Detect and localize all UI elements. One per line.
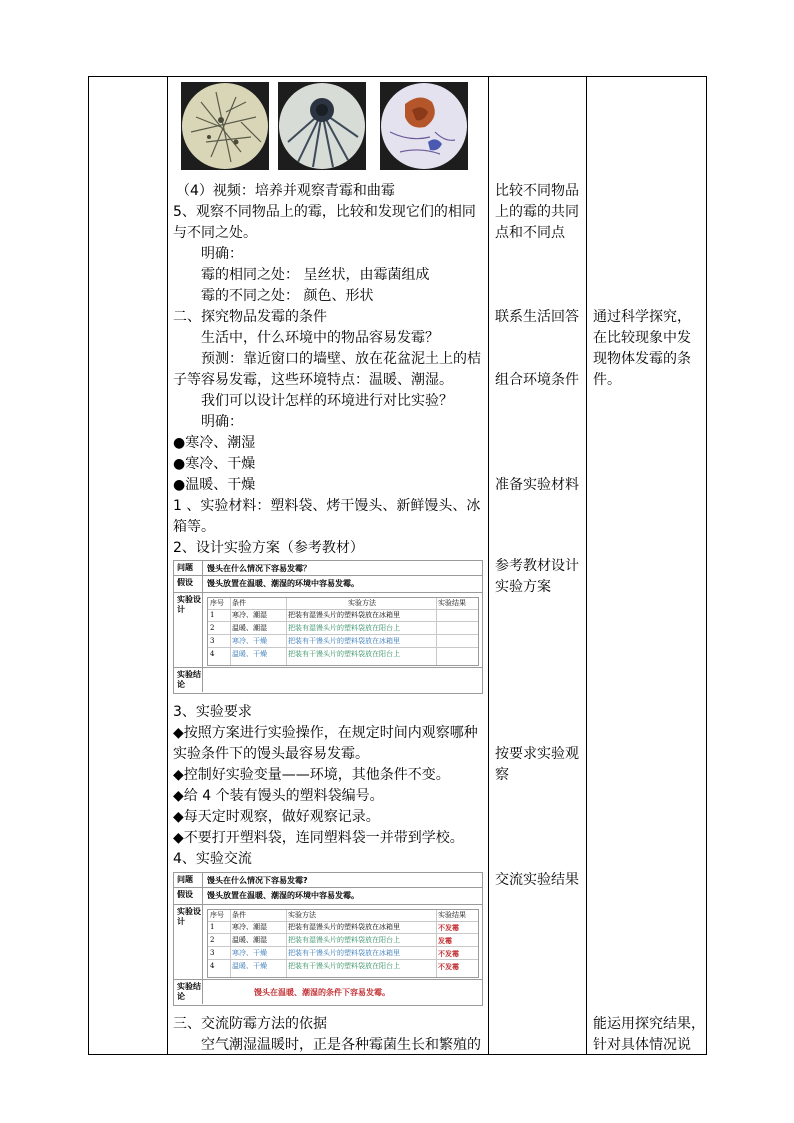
table-row [208,948,478,960]
table1-design-header [208,598,478,610]
table1-header-no: 序号 [210,599,224,607]
condition-bullet-2: ●寒冷、干燥 [173,456,256,472]
table2-header-result: 实验结果 [438,911,466,919]
table-top-border [88,76,707,77]
design-plan-heading: 2、设计实验方案（参考教材） [173,540,364,556]
clarify-label-2: 明确： [201,414,243,430]
student-activity-1c: 点和不同点 [495,225,565,241]
design-intent-1c: 现物体发霉的条 [593,351,691,367]
table2-row3-method: 把装有干馒头片的塑料袋放在冰箱里 [288,949,400,957]
mold-micrograph-1 [181,82,269,170]
table1-row3-no: 3 [210,637,215,645]
student-activity-4: 准备实验材料 [495,477,579,493]
table2-header-cond: 条件 [232,911,246,919]
table-row [208,961,478,972]
mold-micrograph-3 [380,82,468,170]
table2-row2-result: 发霉 [438,936,452,945]
design-intent-1b: 在比较现象中发 [593,330,691,346]
clarify-label-1: 明确： [201,246,243,262]
table2-design-label: 实验设计 [174,905,203,979]
table-col-line-5 [706,76,707,1055]
section-heading-2: 二、探究物品发霉的条件 [173,309,327,325]
design-intent-1d: 件。 [593,372,621,388]
table1-row2-result [438,623,476,634]
table2-conclusion-label: 实验结论 [174,980,203,1004]
table-col-line-3 [488,76,489,1055]
student-activity-6b: 察 [495,767,509,783]
table1-row2-cond: 温暖、潮湿 [232,624,267,632]
student-activity-5a: 参考教材设计 [495,558,579,574]
requirement-1b: 实验条件下的馒头最容易发霉。 [173,746,369,762]
materials-line-1: 1 、实验材料：塑料袋、烤干馒头、新鲜馒头、冰 [173,498,481,514]
table1-row3-cond: 寒冷、干燥 [232,637,267,645]
table-row [208,922,478,934]
table2-row2-cond: 温暖、潮湿 [232,936,267,944]
table-col-line-2 [167,76,168,1055]
table2-row2-no: 2 [210,936,215,944]
table1-header-cond: 条件 [232,599,246,607]
table2-hypothesis-label: 假设 [174,888,203,904]
table2-design-grid [207,909,479,978]
table1-question-value: 馒头在什么情况下容易发霉？ [207,564,311,573]
design-intent-2a: 能运用探究结果， [593,1016,705,1032]
table2-question-label: 问题 [174,873,203,887]
table1-row3-result [438,636,476,647]
table2-question-value: 馒头在什么情况下容易发霉? [207,876,308,885]
table1-row1-result [438,610,476,621]
table2-row1-result: 不发霉 [438,923,459,932]
requirement-3: ◆给 4 个装有馒头的塑料袋编号。 [173,788,384,804]
table1-row2-no: 2 [210,624,215,632]
student-activity-5b: 实验方案 [495,579,551,595]
table1-row4-cond: 温暖、干燥 [232,650,267,658]
prediction-line-2: 子等容易发霉，这些环境特点：温暖、潮湿。 [173,372,453,388]
design-intent-2b: 针对具体情况说 [593,1037,691,1053]
table-row [208,636,478,648]
table2-header-no: 序号 [210,911,224,919]
question-line: 生活中，什么环境中的物品容易发霉？ [201,330,439,346]
table2-row4-result: 不发霉 [438,962,459,971]
student-activity-6a: 按要求实验观 [495,746,579,762]
table-col-line-4 [586,76,587,1055]
design-intent-1a: 通过科学探究， [593,309,691,325]
table1-row3-method: 把装有干馒头片的塑料袋放在冰箱里 [288,637,400,645]
table1-design-label: 实验设计 [174,593,203,667]
student-activity-7: 交流实验结果 [495,872,579,888]
table2-row4-cond: 温暖、干燥 [232,962,267,970]
requirement-5: ◆不要打开塑料袋，连同塑料袋一并带到学校。 [173,830,464,846]
table-row [208,610,478,622]
table2-row2-method: 把装有湿馒头片的塑料袋放在阳台上 [288,936,400,944]
table1-design-grid [207,597,479,666]
table1-row2-method: 把装有湿馒头片的塑料袋放在阳台上 [288,624,400,632]
video-line: （4）视频：培养并观察青霉和曲霉 [176,183,395,199]
table-row [208,623,478,635]
table2-row4-method: 把装有干馒头片的塑料袋放在阳台上 [288,962,400,970]
table2-row1-no: 1 [210,923,215,931]
table1-row1-method: 把装有湿馒头片的塑料袋放在冰箱里 [288,611,400,619]
requirement-2: ◆控制好实验变量——环境，其他条件不变。 [173,767,450,783]
section3-body-line: 空气潮湿温暖时，正是各种霉菌生长和繁殖的 [201,1037,481,1053]
requirement-1a: ◆按照方案进行实验操作，在规定时间内观察哪种 [173,725,478,741]
table-row [208,935,478,947]
observe-line-1: 5、观察不同物品上的霉，比较和发现它们的相同 [173,204,476,220]
condition-bullet-1: ●寒冷、潮湿 [173,435,256,451]
table1-question-label: 问题 [174,561,203,575]
table1-hypothesis-label: 假设 [174,576,203,592]
table2-row4-no: 4 [210,962,215,970]
table1-row4-no: 4 [210,650,215,658]
table1-row1-cond: 寒冷、潮湿 [232,611,267,619]
mold-micrograph-2 [278,82,366,170]
table2-hypothesis-value: 馒头放置在温暖、潮湿的环境中容易发霉。 [207,891,359,900]
table2-header-method: 实验方法 [288,911,316,919]
experiment-result-table [173,872,483,1006]
table2-row3-result: 不发霉 [438,949,459,958]
table2-design-header [208,910,478,922]
table1-header-result: 实验结果 [438,599,466,607]
table1-hypothesis-value: 馒头放置在温暖、潮湿的环境中容易发霉。 [207,579,359,588]
prediction-line-1: 预测：靠近窗口的墙壁、放在花盆泥土上的桔 [201,351,481,367]
materials-line-2: 箱等。 [173,519,215,535]
experiment-plan-table [173,560,483,694]
table2-row3-cond: 寒冷、干燥 [232,949,267,957]
table-row [208,649,478,660]
mold-difference: 霉的不同之处： 颜色、形状 [201,288,374,304]
student-activity-1b: 上的霉的共同 [495,204,579,220]
table2-row1-method: 把装有湿馒头片的塑料袋放在冰箱里 [288,923,400,931]
table-col-line-1 [88,76,89,1055]
design-question: 我们可以设计怎样的环境进行对比实验？ [201,393,453,409]
condition-bullet-3: ●温暖、干燥 [173,477,256,493]
table2-row3-no: 3 [210,949,215,957]
table1-row4-result [438,649,476,660]
student-activity-3: 组合环境条件 [495,372,579,388]
student-activity-1a: 比较不同物品 [495,183,579,199]
table1-row4-method: 把装有干馒头片的塑料袋放在阳台上 [288,650,400,658]
mold-similarity: 霉的相同之处： 呈丝状，由霉菌组成 [201,267,430,283]
section-heading-3: 三、交流防霉方法的依据 [173,1016,327,1032]
table1-row1-no: 1 [210,611,215,619]
requirement-4: ◆每天定时观察，做好观察记录。 [173,809,380,825]
table1-header-method: 实验方法 [348,599,376,607]
table2-conclusion-value: 馒头在温暖、潮湿的条件下容易发霉。 [254,987,390,997]
exchange-heading: 4、实验交流 [173,851,252,867]
table1-conclusion-label: 实验结论 [174,668,203,692]
requirements-heading: 3、实验要求 [173,704,252,720]
table2-row1-cond: 寒冷、潮湿 [232,923,267,931]
student-activity-2: 联系生活回答 [495,309,579,325]
observe-line-2: 与不同之处。 [173,225,257,241]
